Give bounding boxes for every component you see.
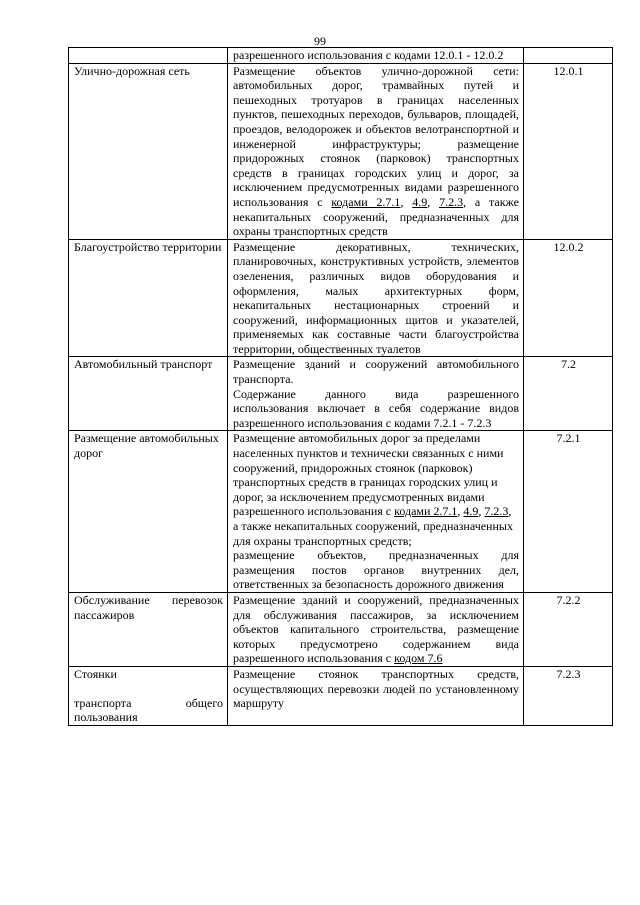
- description-text: Содержание данного вида разрешенного использования включает в себя содержание видов разрешенного использования с кодами 7.2.1 - 7.2.3: [233, 386, 519, 430]
- description-text: [233, 64, 519, 239]
- table-row: [69, 592, 613, 666]
- use-name-line: Стоянки: [74, 666, 117, 681]
- table-row: [69, 239, 613, 357]
- use-name-line: транспорта общего пользования: [74, 695, 223, 725]
- description-text-part: Размещение зданий и сооружений, предназначенных для обслуживания пассажиров, за исключением объектов капитального строительства, размещение которых предусмотрено содержанием вида разрешенного использования с: [233, 592, 519, 666]
- description-text-part: , а также некапитальных сооружений, предназначенных для охраны транспортных средств;: [233, 504, 513, 548]
- description-text-part: Размещение объектов улично-дорожной сети: автомобильных дорог, трамвайных путей и пешеходных тротуаров в границах населенных пунктов, пешеходных переходов, бульваров, площадей, проездов, велодорожек и объектов велотранспортной и инженерной инфраструктуры; размещение придорожных стоянок (парковок) транспортных средств в границах городских улиц и дорог, за исключением предусмотренных видами разрешенного использования с: [233, 63, 519, 209]
- use-code: 7.2.3: [524, 666, 613, 725]
- separator: ,: [400, 194, 413, 209]
- spacer: [74, 682, 223, 696]
- code-link[interactable]: 7.2.3: [439, 194, 464, 209]
- use-name: [69, 48, 228, 64]
- description-text: разрешенного использования с кодами 12.0.1 - 12.0.2: [233, 48, 504, 62]
- description-text-part: Размещение автомобильных дорог за пределами населенных пунктов и технически связанных с ними сооружений, придорожных стоянок (парковок) транспортных средств в границах городских улиц и дорог, за исключением предусмотренных видами разрешенного использования с: [233, 431, 504, 519]
- use-name: Обслуживание перевозок пассажиров: [69, 592, 228, 666]
- separator: ,: [478, 504, 485, 519]
- table-row: [69, 431, 613, 593]
- use-description: [228, 666, 524, 725]
- use-description: [228, 357, 524, 431]
- code-link[interactable]: кодом 7.6: [394, 651, 443, 666]
- use-name: Благоустройство территории: [69, 239, 228, 357]
- use-description: [228, 239, 524, 357]
- code-link[interactable]: кодами 2.7.1: [394, 504, 458, 519]
- table-row: [69, 48, 613, 64]
- land-use-table: [68, 47, 613, 726]
- use-code: 7.2: [524, 357, 613, 431]
- use-description: [228, 592, 524, 666]
- description-text: [233, 431, 519, 548]
- use-name: [69, 666, 228, 725]
- description-text: Размещение декоративных, технических, планировочных, конструктивных устройств, элементов озеленения, различных видов оборудования и оформления, малых архитектурных форм, некапитальных нестационарных строений и сооружений, информационных щитов и указателей, применяемых как составные части благоустройства территории, общественных туалетов: [233, 239, 519, 356]
- page-number: 99: [314, 34, 326, 48]
- use-code: 12.0.2: [524, 239, 613, 357]
- table-row: [69, 357, 613, 431]
- description-text: [233, 593, 519, 666]
- use-description: [228, 63, 524, 239]
- table-row: [69, 666, 613, 725]
- description-text: Размещение стоянок транспортных средств, осуществляющих перевозки людей по установленному маршруту: [233, 666, 519, 711]
- table-row: [69, 63, 613, 239]
- code-link[interactable]: 4.9: [412, 194, 428, 209]
- code-link[interactable]: 7.2.3: [484, 504, 509, 519]
- description-text: размещение объектов, предназначенных для размещения постов органов внутренних дел, ответственных за безопасность дорожного движения: [233, 548, 519, 592]
- use-name: Размещение автомобильных дорог: [69, 431, 228, 593]
- use-code: 12.0.1: [524, 63, 613, 239]
- code-link[interactable]: 4.9: [463, 504, 479, 519]
- use-name: Автомобильный транспорт: [69, 357, 228, 431]
- description-text-part: , а также некапитальных сооружений, предназначенных для охраны транспортных средств: [233, 194, 520, 239]
- code-link[interactable]: кодами 2.7.1: [331, 194, 401, 209]
- separator: ,: [427, 194, 440, 209]
- use-description: [228, 48, 524, 64]
- use-code: 7.2.2: [524, 592, 613, 666]
- use-name: Улично-дорожная сеть: [69, 63, 228, 239]
- use-description: [228, 431, 524, 593]
- use-code: 7.2.1: [524, 431, 613, 593]
- description-text: Размещение зданий и сооружений автомобильного транспорта.: [233, 357, 519, 387]
- use-code: [524, 48, 613, 64]
- separator: ,: [457, 504, 464, 519]
